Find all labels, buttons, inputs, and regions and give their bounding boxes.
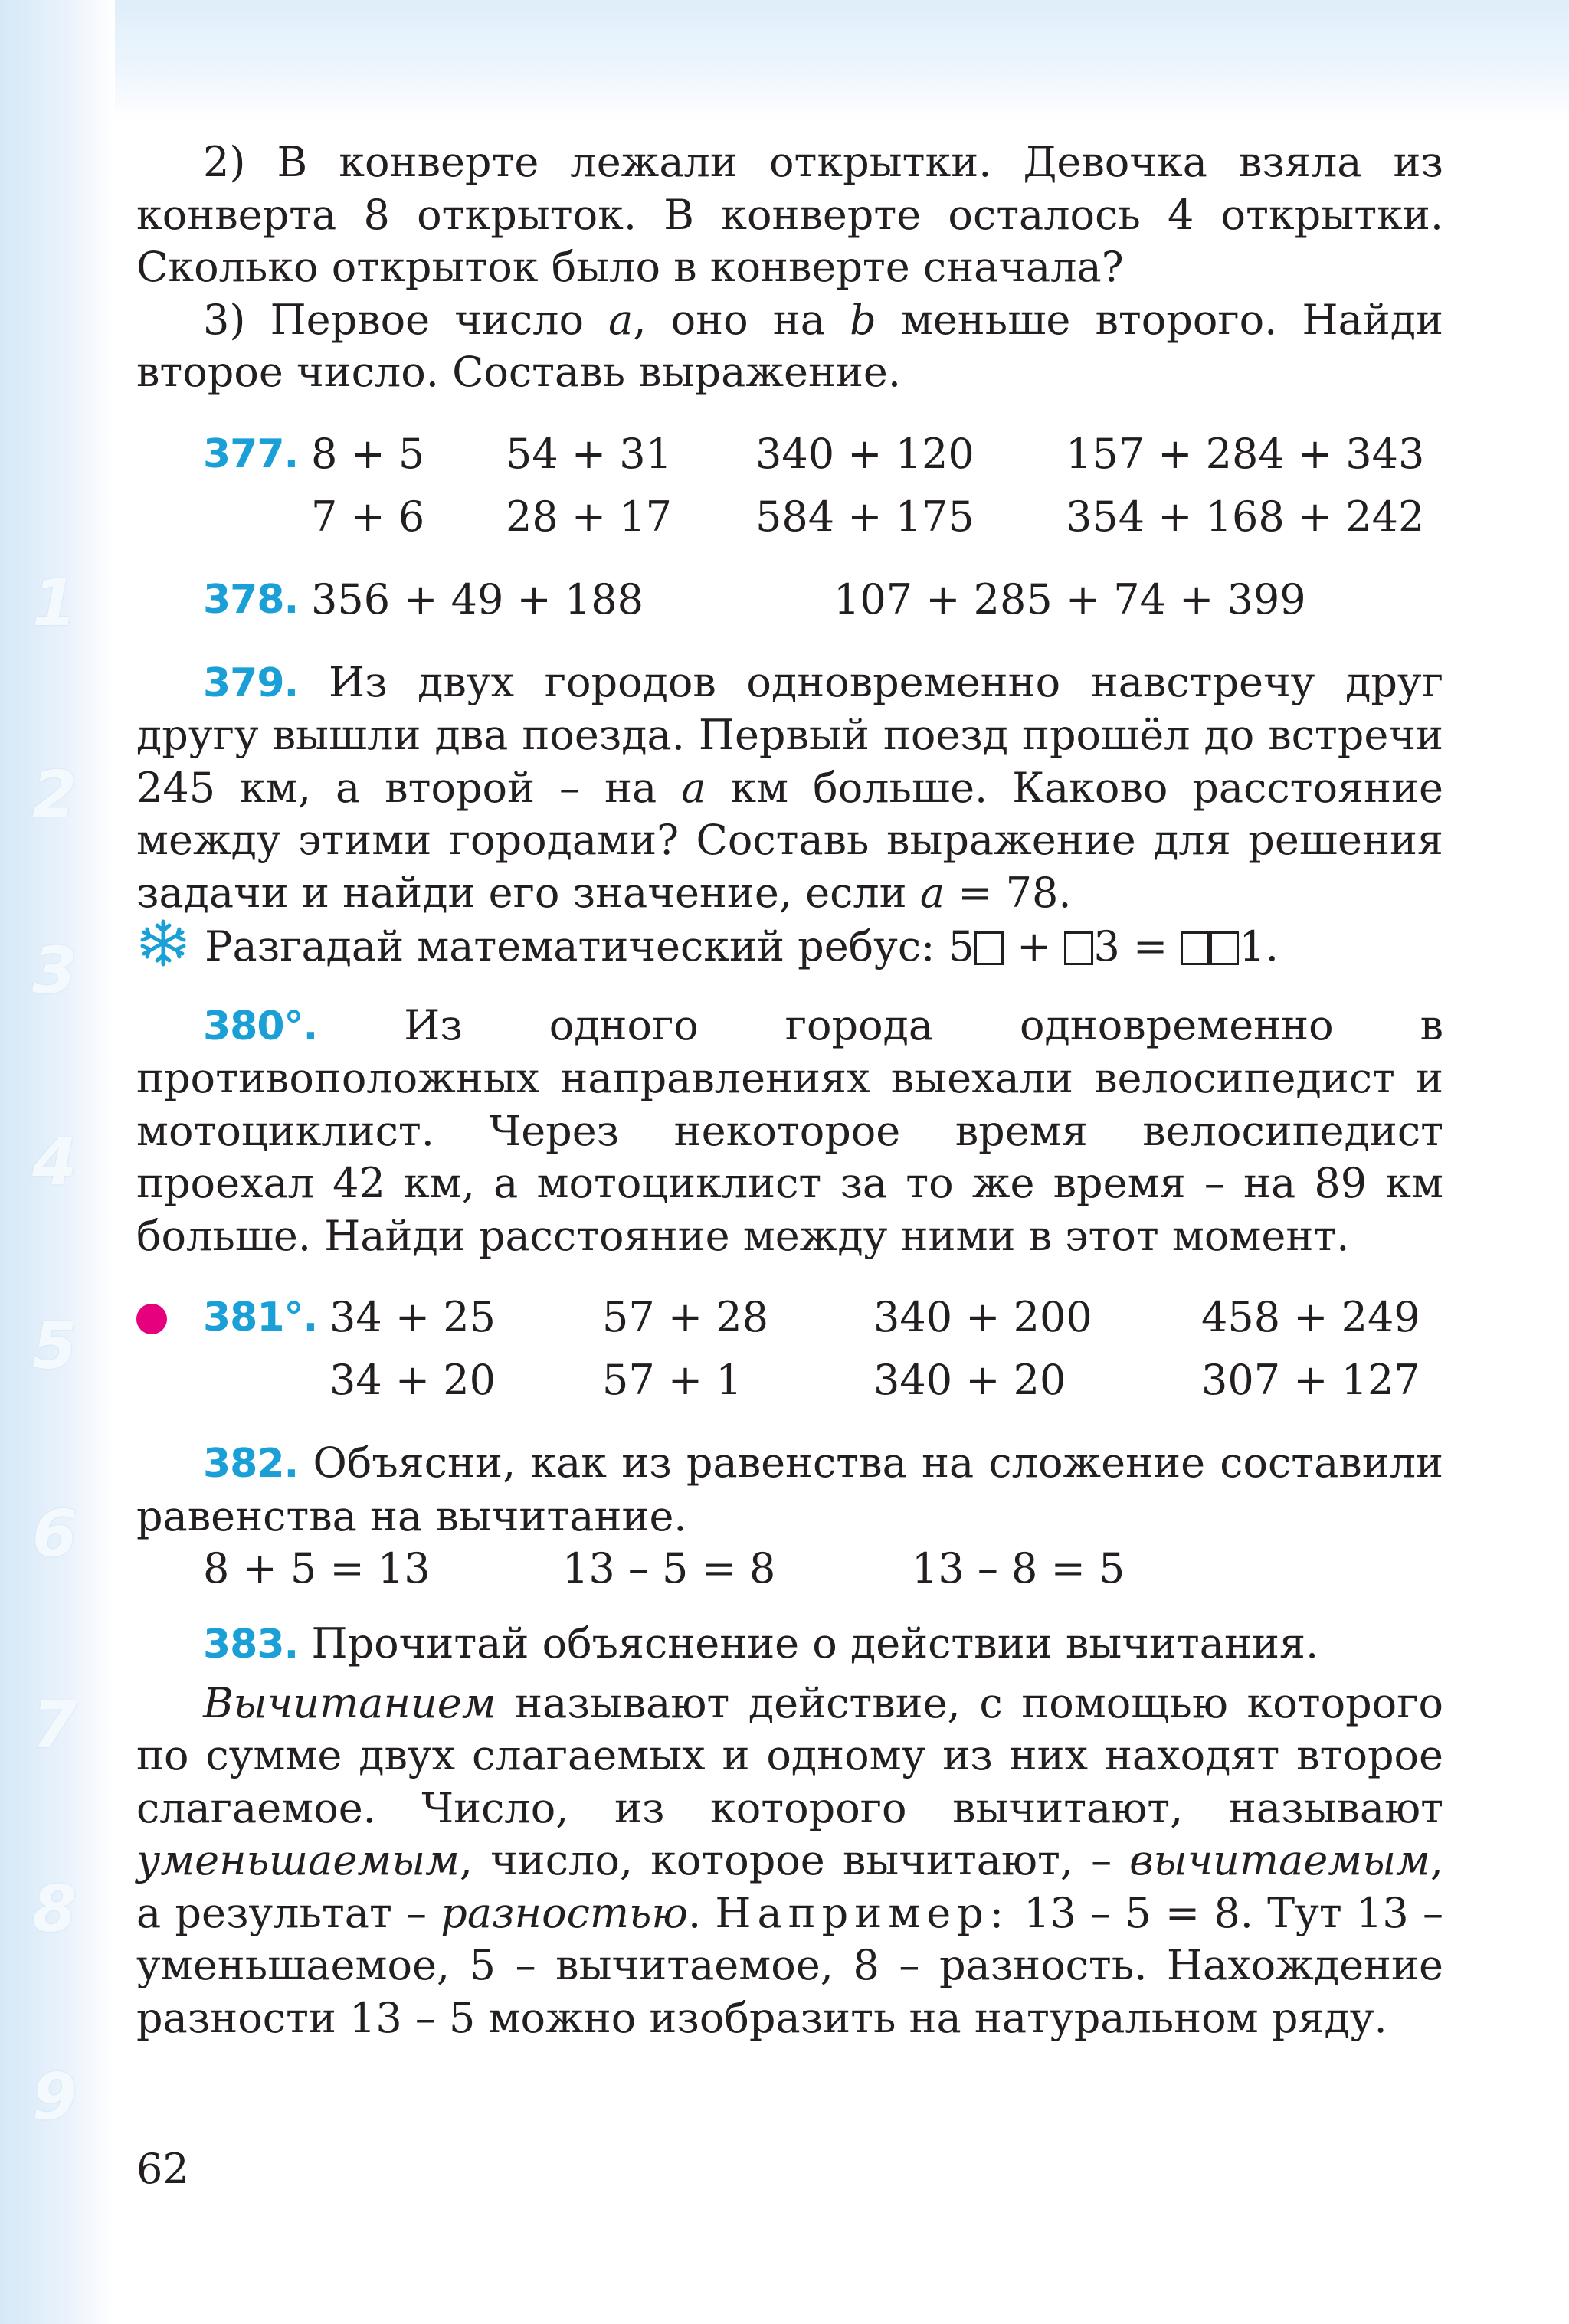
problem-part-2: 2) В конверте лежали открытки. Девочка взяла из конверта 8 открыток. В конверте осталось 4 открытки. Сколько открыток было в конверте сначала? <box>136 138 1443 291</box>
textbook-page <box>136 136 1443 2044</box>
expression: 356 + 49 + 188 <box>311 574 644 624</box>
edge-number: 6 <box>32 1496 77 1571</box>
problem-part-3: 3) Первое число a, оно на b меньше второго. Найди второе число. Составь выражение. <box>136 295 1444 396</box>
term: уменьшаемым <box>136 1836 460 1884</box>
expression: 28 + 17 <box>506 492 673 541</box>
task-number: 377. <box>203 430 299 477</box>
task-number: 380°. <box>203 1003 318 1049</box>
empty-digit-box <box>1210 931 1239 965</box>
task-382: 382. Объясни, как из равенства на сложение составили равенства на вычитание. <box>136 1439 1443 1540</box>
rebus-line: Разгадай математический ребус: 5 + 3 = 1. <box>136 919 1443 980</box>
expression: 157 + 284 + 343 <box>1066 429 1425 478</box>
edge-number: 5 <box>32 1308 77 1383</box>
term: разностью <box>441 1888 688 1937</box>
edge-number: 9 <box>32 2059 77 2134</box>
equation: 13 – 5 = 8 <box>562 1544 776 1592</box>
task-381-row-2 <box>136 1354 1443 1417</box>
edge-number: 8 <box>32 1871 77 1946</box>
expression: 340 + 120 <box>755 429 974 478</box>
term: Вычитанием <box>203 1678 496 1727</box>
edge-number: 3 <box>32 933 77 1008</box>
left-color-band <box>0 0 115 2324</box>
expression: 458 + 249 <box>1201 1293 1420 1341</box>
task-number: 378. <box>203 576 299 623</box>
edge-number: 7 <box>32 1687 77 1763</box>
task-383: 383. Прочитай объяснение о действии вычитания. <box>203 1619 1319 1668</box>
page-number: 62 <box>136 2145 189 2193</box>
task-379: 379. Из двух городов одновременно навстречу друг другу вышли два поезда. Первый поезд прошёл до встречи 245 км, а второй – на a км больше. Каково расстояние между этими городами? Составь выражение для решения задачи и найди его значение, если a = 78. <box>136 657 1443 917</box>
task-382-equations <box>136 1543 1443 1598</box>
empty-digit-box <box>1181 931 1210 965</box>
variable-a: a <box>608 295 634 344</box>
expression: 340 + 20 <box>873 1356 1066 1404</box>
expression: 307 + 127 <box>1201 1356 1420 1404</box>
edge-number: 4 <box>32 1124 77 1200</box>
snowflake-icon <box>136 919 192 980</box>
task-381-row-1 <box>136 1291 1443 1354</box>
variable-b: b <box>850 295 876 344</box>
example-word: Например: <box>715 1888 1010 1937</box>
equation: 8 + 5 = 13 <box>203 1544 431 1592</box>
empty-digit-box <box>1064 931 1093 965</box>
top-color-band <box>0 0 1569 123</box>
task-number: 379. <box>203 660 299 706</box>
expression: 57 + 1 <box>602 1356 742 1404</box>
task-number: 383. <box>203 1622 299 1668</box>
expression: 34 + 20 <box>329 1356 496 1404</box>
empty-digit-box <box>974 931 1004 965</box>
expression: 7 + 6 <box>311 492 425 541</box>
task-377-row-2 <box>136 491 1443 554</box>
equation: 13 – 8 = 5 <box>912 1544 1125 1592</box>
task-number: 381°. <box>203 1295 318 1340</box>
expression: 584 + 175 <box>755 492 974 541</box>
subtraction-definition: Вычитанием называют действие, с помощью которого по сумме двух слагаемых и одному из них находят второе слагаемое. Число, из которого вычитают, называют уменьшаемым, число, которое вычитают, – вычитаемым, а результат – разностью. Например: 13 – 5 = 8. Тут 13 – уменьшаемое, 5 – вычитаемое, 8 – разность. Нахождение разности 13 – 5 можно изобразить на натуральном ряду. <box>136 1678 1443 2042</box>
edge-number: 1 <box>32 565 77 640</box>
expression: 354 + 168 + 242 <box>1066 492 1425 541</box>
task-378 <box>136 574 1443 637</box>
term: вычитаемым <box>1129 1836 1430 1884</box>
expression: 54 + 31 <box>506 429 673 478</box>
expression: 8 + 5 <box>311 429 425 478</box>
task-380: 380°. Из одного города одновременно в противоположных направлениях выехали велосипедист и мотоциклист. Через некоторое время велосипедист проехал 42 км, а мотоциклист за то же время – на 89 км больше. Найди расстояние между ними в этот момент. <box>136 1000 1443 1260</box>
edge-number: 2 <box>32 757 77 832</box>
task-377-row-1 <box>136 428 1443 491</box>
task-number: 382. <box>203 1441 299 1487</box>
expression: 107 + 285 + 74 + 399 <box>834 574 1306 624</box>
expression: 340 + 200 <box>873 1293 1092 1341</box>
marker-dot <box>136 1304 167 1334</box>
expression: 34 + 25 <box>329 1293 496 1341</box>
expression: 57 + 28 <box>602 1293 769 1341</box>
